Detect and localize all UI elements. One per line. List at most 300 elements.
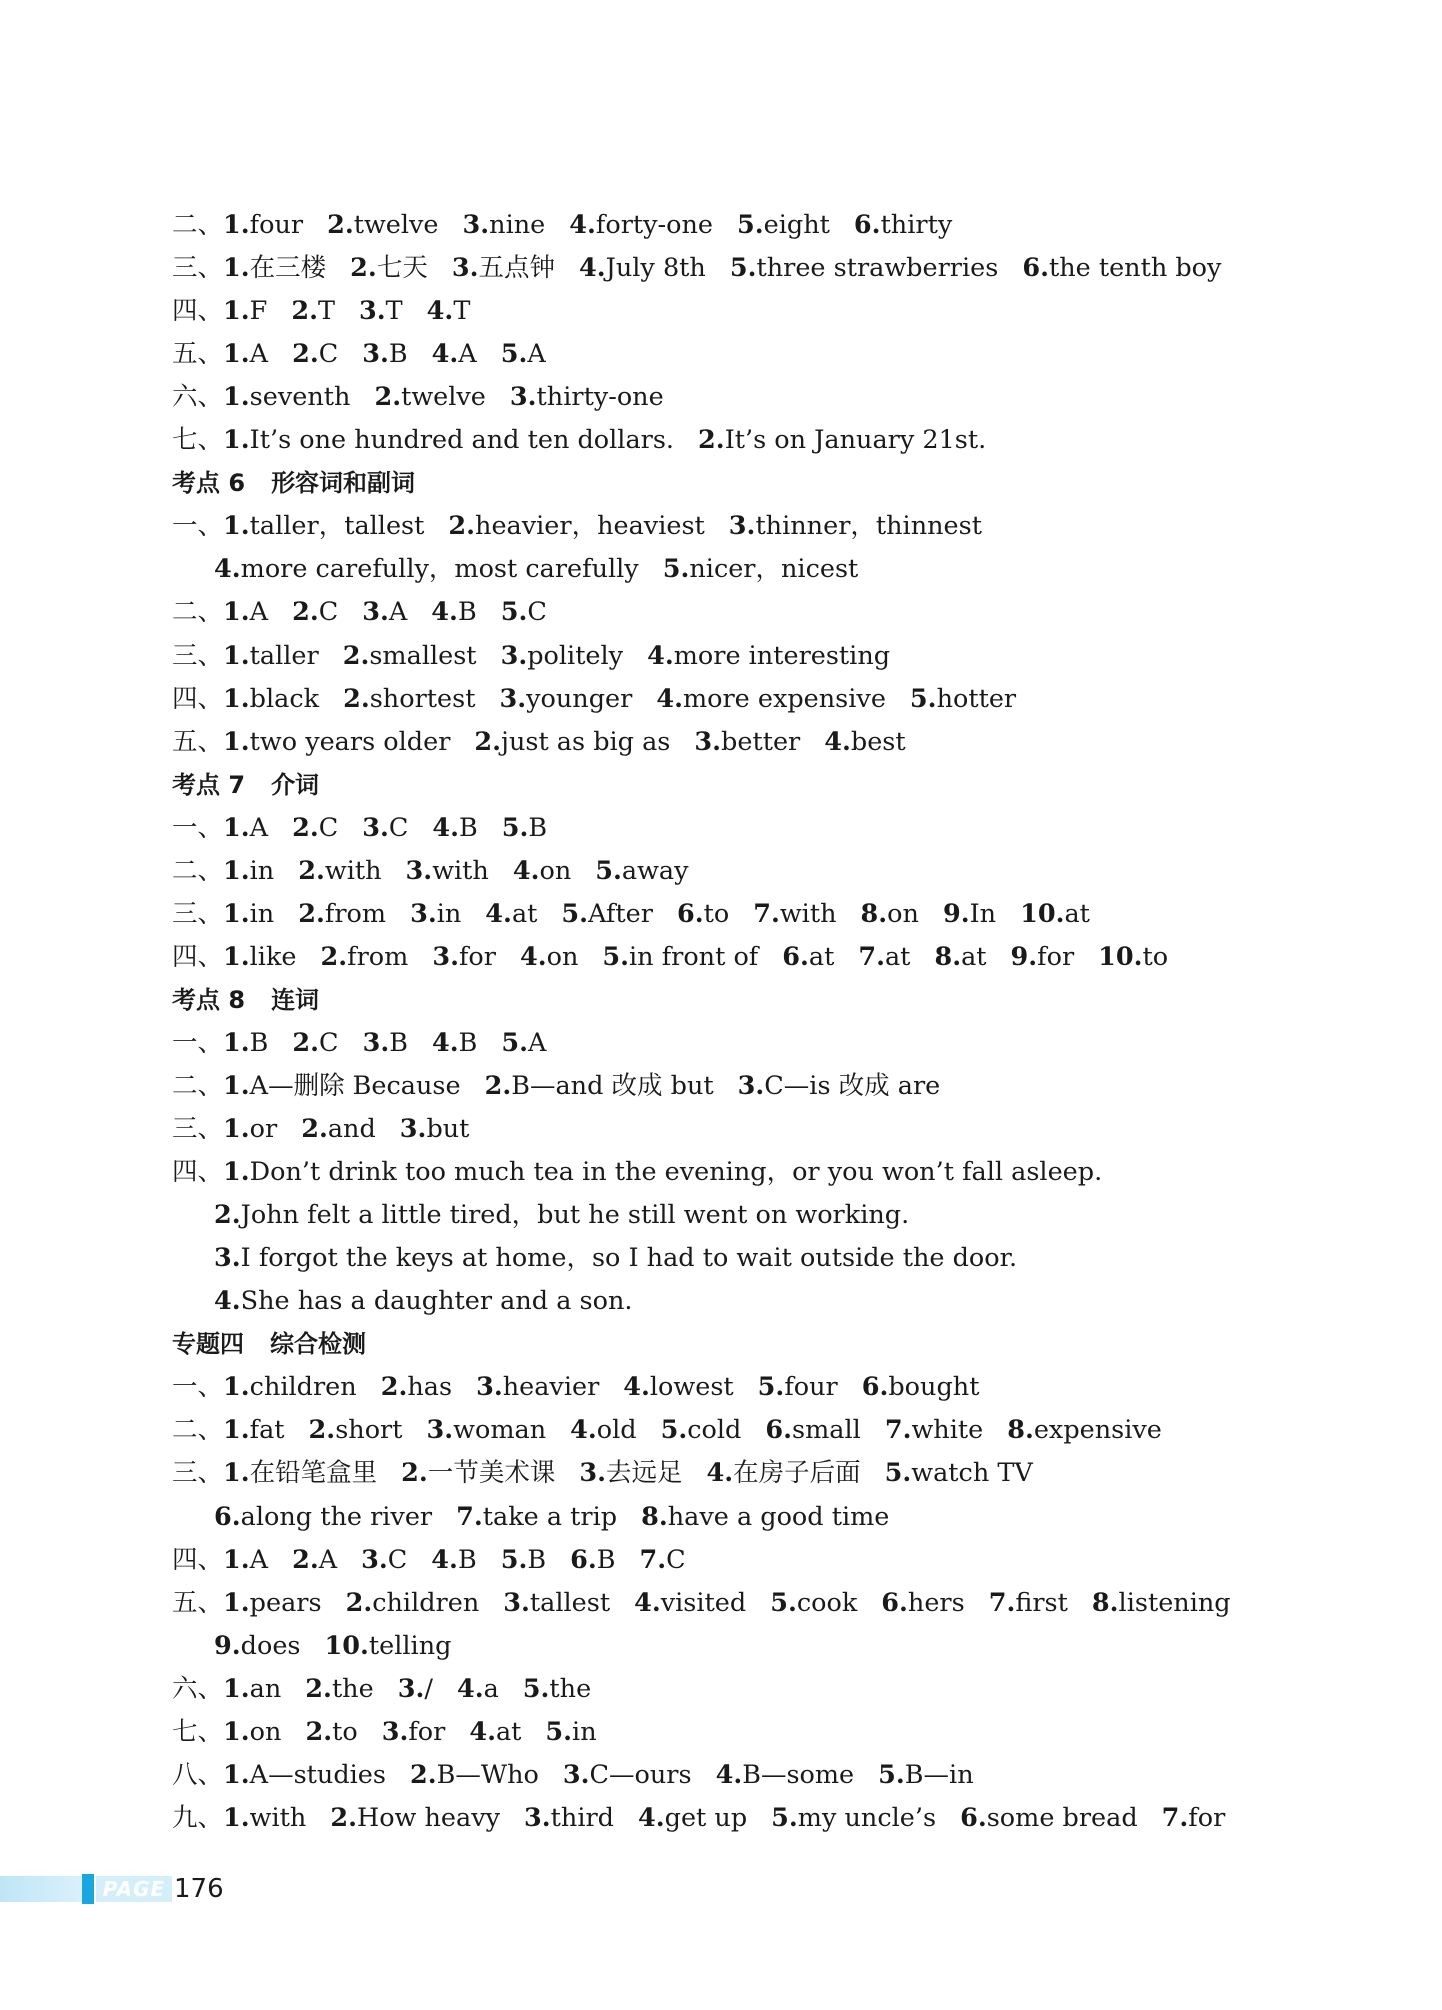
answer-text: at [884, 941, 911, 972]
answer-item: 5.cook [770, 1587, 858, 1618]
answer-item: 4.visited [634, 1587, 747, 1618]
answer-line [214, 1237, 1041, 1280]
answer-item: 4.on [519, 941, 579, 972]
answer-item: 1.F [223, 296, 268, 327]
answer-number: 4 [824, 726, 842, 757]
answer-item: 2.B—Who [409, 1759, 539, 1790]
answer-text: 在房子后面 [733, 1458, 861, 1489]
page-marker-decoration [82, 1874, 94, 1904]
answer-text: taller [249, 640, 319, 671]
answer-text: the tenth boy [1048, 253, 1222, 284]
answer-item: 9.In [942, 898, 997, 929]
answer-text: on [546, 941, 579, 972]
answer-number: 3 [562, 1759, 581, 1790]
answer-text: black [249, 683, 320, 714]
answer-number: 1 [223, 597, 241, 628]
answer-number: 1 [223, 1458, 241, 1489]
answer-item: 3.thirty-one [509, 382, 664, 413]
answer-number: 3 [462, 210, 481, 240]
answer-item: 2.It’s on January 21st. [698, 425, 987, 456]
answer-item: 4.forty-one [569, 210, 714, 240]
answer-number: 5 [501, 812, 520, 843]
answer-item: 2.shortest [343, 683, 476, 714]
answer-number: 1 [223, 339, 241, 370]
question-group-number: 二、 [172, 210, 224, 240]
answer-text: seventh [249, 382, 351, 413]
answer-number: 1 [223, 941, 241, 972]
section-title: 综合检测 [270, 1330, 366, 1359]
answer-text: / [424, 1673, 433, 1704]
answer-text: T [318, 296, 336, 327]
answer-number: 7 [1161, 1802, 1180, 1833]
answer-text: heavier，heaviest [475, 511, 705, 542]
answer-line [172, 1539, 710, 1582]
answer-item: 5.hotter [909, 683, 1017, 714]
answer-text: for [1037, 941, 1075, 972]
answer-item: 2.七天 [350, 253, 428, 284]
answer-number: 1 [223, 1587, 241, 1618]
answer-number: 5 [595, 855, 614, 886]
answer-line [172, 1668, 615, 1711]
answer-text: B [388, 339, 408, 370]
question-group-number: 五、 [172, 339, 224, 370]
answer-item: 6.B [570, 1544, 616, 1575]
answer-item: 2.to [305, 1716, 358, 1747]
answer-number: 1 [223, 1071, 241, 1101]
answer-number: 1 [223, 683, 241, 714]
answer-line [172, 290, 494, 333]
answer-number: 4 [638, 1802, 656, 1833]
answer-text: B—in [904, 1759, 974, 1790]
answer-text: to [703, 898, 730, 929]
answer-number: 2 [342, 640, 361, 671]
answer-number: 1 [223, 1157, 241, 1188]
question-group-number: 五、 [172, 726, 224, 757]
section-heading [172, 764, 319, 807]
answer-text: C—is 改成 are [764, 1071, 941, 1101]
answer-item: 4.lowest [623, 1372, 734, 1403]
answer-item: 6.hers [881, 1587, 965, 1618]
answer-item: 4.在房子后面 [706, 1458, 861, 1489]
answer-line [214, 1280, 657, 1323]
answer-text: B [389, 1027, 408, 1058]
question-group-number: 七、 [172, 1716, 224, 1747]
answer-item: 7.first [988, 1587, 1068, 1618]
answer-number: 8 [860, 898, 879, 929]
answer-number: 2 [292, 812, 310, 843]
answer-number: 1 [223, 1544, 241, 1575]
answer-text: A [249, 339, 269, 370]
answer-text: in front of [629, 941, 759, 972]
answer-item: 6.the tenth boy [1022, 253, 1222, 284]
question-group-number: 三、 [172, 898, 224, 929]
answer-line [172, 1754, 998, 1797]
answer-number: 4 [519, 941, 538, 972]
answer-text: listening [1118, 1587, 1231, 1618]
answer-item: 1.在三楼 [223, 253, 327, 284]
answer-line [214, 1496, 913, 1539]
answer-item: 1.A—删除 Because [223, 1071, 461, 1101]
answer-item: 3.五点钟 [451, 253, 555, 284]
answer-text: A [527, 1027, 547, 1058]
question-group-number: 二、 [172, 597, 224, 628]
answer-item: 1.on [223, 1716, 282, 1747]
answer-number: 6 [881, 1587, 900, 1618]
answer-number: 4 [456, 1673, 475, 1704]
answer-text: on [539, 855, 572, 886]
answer-text: an [249, 1673, 282, 1704]
answer-text: B—Who [436, 1759, 539, 1790]
answer-text: in [249, 898, 275, 929]
answer-item: 2.with [298, 855, 382, 886]
answer-item: 1.taller [223, 640, 319, 671]
answer-item: 4.at [469, 1716, 522, 1747]
answer-number: 9 [214, 1630, 232, 1661]
answer-text: telling [368, 1630, 452, 1661]
answer-number: 2 [301, 1114, 319, 1145]
answer-text: A [388, 597, 408, 628]
answer-item: 4.get up [638, 1802, 748, 1833]
answer-item: 2.from [298, 898, 387, 929]
answer-text: expensive [1033, 1415, 1162, 1446]
answer-number: 6 [570, 1544, 588, 1575]
answer-number: 3 [399, 1114, 418, 1145]
answer-number: 7 [456, 1501, 474, 1532]
answer-text: 去远足 [605, 1458, 683, 1489]
answer-text: from [347, 941, 409, 972]
answer-text: thinner，thinnest [755, 511, 982, 542]
section-heading [172, 1323, 366, 1366]
answer-line [172, 893, 1114, 936]
answer-number: 2 [474, 726, 493, 757]
answer-item: 1.in [223, 898, 275, 929]
answer-item: 1.with [223, 1802, 307, 1833]
section-title: 介词 [271, 770, 320, 799]
page-band-decoration [0, 1876, 82, 1902]
answer-text: more interesting [673, 640, 891, 671]
answer-number: 3 [381, 1716, 400, 1747]
answer-number: 8 [934, 941, 953, 972]
answer-item: 4.She has a daughter and a son. [214, 1286, 633, 1317]
answer-number: 3 [499, 683, 518, 714]
answer-text: like [249, 941, 297, 972]
answer-number: 4 [512, 855, 531, 886]
answer-text: three strawberries [756, 253, 999, 284]
answer-text: with [249, 1802, 307, 1833]
answer-text: A [249, 1544, 269, 1575]
answer-number: 1 [223, 855, 241, 886]
answer-number: 3 [426, 1415, 445, 1446]
section-label: 专题四 [172, 1330, 244, 1359]
answer-item: 4.B [431, 597, 477, 628]
answer-number: 3 [432, 941, 451, 972]
answer-number: 4 [469, 1716, 488, 1747]
answer-item: 1.four [223, 210, 304, 240]
answer-number: 4 [214, 1286, 232, 1317]
answer-item: 5.the [522, 1673, 592, 1704]
answer-number: 5 [770, 1587, 788, 1618]
answer-item: 1.two years older [223, 726, 451, 757]
answer-line [172, 1022, 570, 1065]
answer-number: 3 [359, 296, 377, 327]
answer-text: thirty [880, 210, 953, 240]
answer-text: politely [527, 640, 624, 671]
answer-number: 4 [647, 640, 665, 671]
answer-number: 5 [771, 1802, 789, 1833]
answer-item: 4.old [570, 1415, 637, 1446]
answer-item: 4.on [512, 855, 572, 886]
answer-number: 4 [634, 1587, 652, 1618]
answer-text: on [249, 1716, 282, 1747]
answer-line [214, 548, 882, 591]
answer-text: the [331, 1673, 374, 1704]
answer-item: 8.on [860, 898, 919, 929]
answer-text: cook [796, 1587, 858, 1618]
answer-item: 2.C [292, 812, 339, 843]
answer-line [172, 635, 914, 678]
answer-text: A [527, 339, 546, 370]
answer-item: 10.to [1098, 941, 1169, 972]
answer-number: 9 [942, 898, 961, 929]
answer-item: 7.with [753, 898, 837, 929]
answer-number: 1 [223, 382, 241, 413]
answer-number: 2 [320, 941, 339, 972]
question-group-number: 六、 [172, 1673, 224, 1704]
answer-number: 1 [223, 812, 241, 843]
answer-item: 5.cold [660, 1415, 742, 1446]
answer-text: C [318, 597, 339, 628]
answer-text: A [249, 812, 269, 843]
answer-number: 3 [509, 382, 528, 413]
answer-text: C [527, 597, 547, 628]
answer-item: 5.C [500, 597, 547, 628]
answer-item: 4.B [431, 1027, 478, 1058]
section-label: 考点 6 [172, 469, 246, 498]
answer-text: first [1015, 1587, 1068, 1618]
answer-number: 2 [343, 683, 361, 714]
answer-text: some bread [986, 1802, 1138, 1833]
answer-number: 2 [484, 1071, 503, 1101]
answer-line [172, 850, 713, 893]
answer-number: 2 [374, 382, 393, 413]
answer-text: July 8th [605, 253, 706, 284]
answer-number: 7 [639, 1544, 658, 1575]
answer-text: fat [249, 1415, 285, 1446]
answer-item: 3.T [359, 296, 403, 327]
answer-item: 3.nine [462, 210, 546, 240]
answer-item: 1.or [223, 1114, 278, 1145]
answer-number: 5 [500, 597, 519, 628]
answer-item: 1.在铅笔盒里 [223, 1458, 378, 1489]
answer-text: for [1188, 1802, 1226, 1833]
answer-text: best [850, 726, 906, 757]
answer-text: along the river [240, 1501, 433, 1532]
answer-number: 2 [409, 1759, 428, 1790]
answer-item: 1.an [223, 1673, 282, 1704]
answer-item: 1.like [223, 941, 297, 972]
answer-line [172, 1452, 1057, 1495]
answer-text: thirty-one [536, 382, 664, 413]
answer-item: 3.C [362, 812, 409, 843]
answer-number: 1 [223, 726, 241, 757]
answer-item: 1.B [223, 1027, 269, 1058]
question-group-number: 四、 [172, 683, 224, 714]
answer-line [172, 376, 688, 419]
answer-item: 2.from [320, 941, 409, 972]
answer-item: 4.B [432, 812, 478, 843]
answer-number: 5 [757, 1372, 776, 1403]
answer-number: 10 [324, 1630, 360, 1661]
answer-item: 2.T [291, 296, 336, 327]
answer-item: 6.bought [861, 1372, 980, 1403]
answer-item: 3.去远足 [579, 1458, 683, 1489]
answer-item: 1.seventh [223, 382, 351, 413]
answer-text: on [887, 898, 919, 929]
answer-text: After [588, 898, 653, 929]
answer-text: from [324, 898, 387, 929]
answer-text: for [408, 1716, 446, 1747]
question-group-number: 四、 [172, 1544, 224, 1575]
answer-item: 3.A [362, 597, 408, 628]
answer-text: F [249, 296, 268, 327]
answer-number: 2 [291, 296, 310, 327]
answer-item: 4.a [456, 1673, 499, 1704]
answer-number: 6 [782, 941, 800, 972]
answer-item: 2.twelve [327, 210, 439, 240]
answer-item: 7.white [884, 1415, 984, 1446]
answer-text: or [249, 1114, 278, 1145]
answer-item: 2.B—and 改成 but [484, 1071, 714, 1101]
answer-number: 5 [602, 941, 621, 972]
answer-text: with [324, 855, 382, 886]
answer-item: 2.has [380, 1372, 453, 1403]
answer-number: 7 [858, 941, 877, 972]
answer-number: 6 [676, 898, 695, 929]
answer-text: 七天 [376, 253, 428, 284]
answer-text: 一节美术课 [427, 1458, 556, 1489]
answer-item: 3.B [362, 339, 408, 370]
answer-text: 在三楼 [249, 253, 327, 284]
answer-text: at [495, 1716, 522, 1747]
answer-item: 3.in [410, 898, 462, 929]
question-group-number: 四、 [172, 296, 224, 327]
answer-line [172, 1366, 1003, 1409]
answer-number: 6 [861, 1372, 880, 1403]
answer-text: for [458, 941, 496, 972]
section-title: 形容词和副词 [271, 469, 416, 498]
answer-item: 8.listening [1091, 1587, 1231, 1618]
answer-number: 5 [878, 1759, 896, 1790]
answer-item: 2.heavier，heaviest [448, 511, 705, 542]
answer-text: C [387, 1544, 408, 1575]
answer-number: 1 [223, 253, 241, 284]
question-group-number: 一、 [172, 1027, 224, 1058]
answer-text: C [666, 1544, 686, 1575]
answer-line [172, 204, 976, 247]
answer-number: 4 [431, 339, 450, 370]
answer-number: 1 [223, 511, 241, 542]
answer-text: B—and 改成 but [511, 1071, 714, 1101]
answer-item: 5.my uncle’s [771, 1802, 937, 1833]
answer-item: 4.more interesting [647, 640, 891, 671]
answer-line [172, 247, 1245, 290]
answer-item: 3.tallest [503, 1587, 611, 1618]
answer-number: 3 [451, 253, 470, 284]
answer-text: smallest [369, 640, 477, 671]
answer-text: white [911, 1415, 984, 1446]
question-group-number: 五、 [172, 1587, 224, 1618]
answer-number: 4 [432, 812, 451, 843]
answer-text: hers [907, 1587, 965, 1618]
answer-number: 3 [397, 1673, 416, 1704]
answer-number: 1 [223, 640, 241, 671]
answer-text: nicer，nicest [689, 554, 859, 585]
answer-text: It’s one hundred and ten dollars. [249, 425, 675, 456]
question-group-number: 一、 [172, 511, 224, 542]
page-footer [0, 1868, 260, 1908]
answer-item: 2.short [308, 1415, 403, 1446]
answer-number: 6 [1022, 253, 1041, 284]
answer-item: 1.fat [223, 1415, 285, 1446]
answer-item: 3.heavier [476, 1372, 600, 1403]
answer-item: 2.the [305, 1673, 374, 1704]
answer-line [172, 1409, 1186, 1452]
answer-number: 3 [362, 1027, 381, 1058]
answer-line [172, 1108, 493, 1151]
answer-line [172, 591, 571, 634]
answer-item: 1.black [223, 683, 320, 714]
answer-item: 4.at [485, 898, 538, 929]
answer-text: cold [687, 1415, 742, 1446]
answer-number: 2 [401, 1458, 419, 1489]
answer-item: 7.C [639, 1544, 686, 1575]
answer-number: 6 [765, 1415, 784, 1446]
answer-item: 2.just as big as [474, 726, 671, 757]
answer-item: 2.smallest [342, 640, 477, 671]
answer-item: 7.at [858, 941, 911, 972]
answer-item: 3.third [524, 1802, 614, 1833]
answer-item: 5.eight [737, 210, 830, 240]
answer-item: 5.away [595, 855, 689, 886]
answer-number: 10 [1098, 941, 1134, 972]
answer-text: children [372, 1587, 480, 1618]
answer-text: T [453, 296, 471, 327]
answer-text: in [572, 1716, 597, 1747]
answer-number: 4 [214, 554, 232, 585]
answer-number: 4 [570, 1415, 588, 1446]
answer-number: 2 [298, 855, 316, 886]
answer-item: 10.telling [324, 1630, 452, 1661]
answer-text: 五点钟 [478, 253, 555, 284]
answer-item: 2.children [345, 1587, 480, 1618]
answer-number: 3 [410, 898, 428, 929]
answer-line [172, 1797, 1249, 1840]
answer-text: C—ours [589, 1759, 692, 1790]
answer-number: 2 [298, 898, 316, 929]
answer-item: 5.B—in [878, 1759, 974, 1790]
answer-item: 1.Don’t drink too much tea in the evening，or you won’t fall asleep. [223, 1157, 1103, 1188]
answer-number: 2 [308, 1415, 327, 1446]
question-group-number: 三、 [172, 1458, 224, 1489]
answer-number: 5 [500, 1544, 519, 1575]
answer-number: 3 [728, 511, 747, 542]
answer-text: does [240, 1630, 301, 1661]
answer-item: 2.C [292, 339, 339, 370]
answer-item: 3.thinner，thinnest [728, 511, 982, 542]
answer-item: 4.July 8th [578, 253, 706, 284]
question-group-number: 二、 [172, 1071, 224, 1101]
answer-line [172, 1151, 1126, 1194]
